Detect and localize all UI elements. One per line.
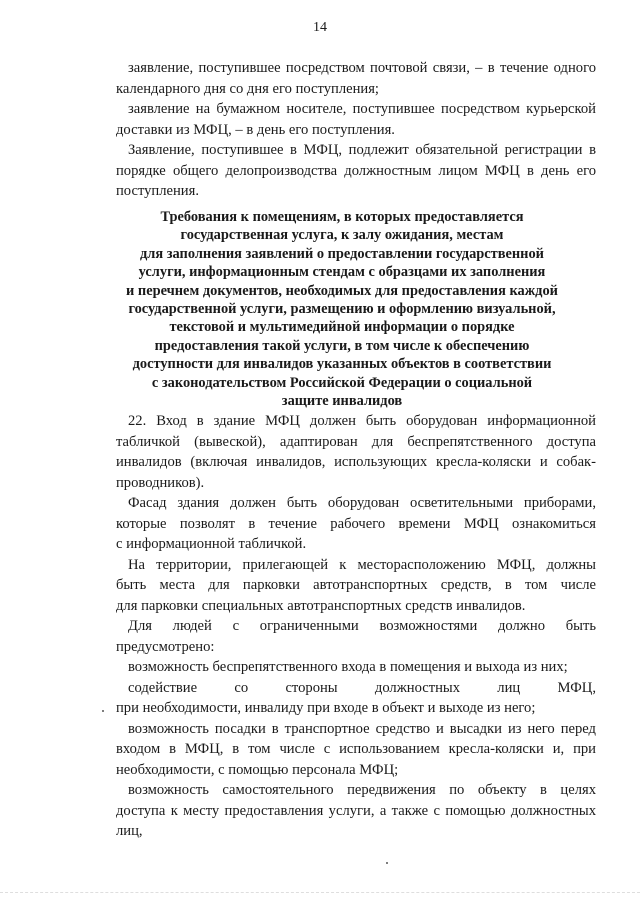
heading-line: текстовой и мультимедийной информации о порядке bbox=[169, 319, 515, 336]
text-line: 22. Вход в здание МФЦ должен быть оборудован информационной bbox=[128, 413, 596, 429]
text-line: Для людей с ограниченными возможностями должно быть bbox=[128, 618, 596, 634]
scan-speck bbox=[386, 862, 388, 864]
section-heading bbox=[100, 208, 584, 410]
heading-line: государственной услуги, размещению и оформлению визуальной, bbox=[128, 301, 556, 318]
heading-line: с законодательством Российской Федерации о социальной bbox=[151, 374, 533, 391]
text-line: необходимости, с помощью персонала МФЦ; bbox=[116, 761, 399, 778]
body-paragraphs bbox=[116, 411, 596, 842]
text-line: заявление на бумажном носителе, поступившее посредством курьерской bbox=[128, 101, 596, 117]
text-line: порядке общего делопроизводства должностным лицом МФЦ в день его bbox=[116, 162, 596, 179]
text-line: возможность самостоятельного передвижения по объекту в целях bbox=[128, 782, 596, 798]
text-line: заявление, поступившее посредством почтовой связи, – в течение одного bbox=[128, 60, 596, 76]
text-line: Заявление, поступившее в МФЦ, подлежит обязательной регистрации в bbox=[128, 142, 596, 158]
text-line: табличкой (вывеской), адаптирован для беспрепятственного доступа bbox=[116, 433, 596, 450]
heading-line: защите инвалидов bbox=[281, 393, 403, 410]
scan-speck bbox=[102, 710, 104, 712]
text-line: с информационной табличкой. bbox=[116, 536, 307, 552]
text-line: поступления. bbox=[116, 183, 199, 199]
page-number: 14 bbox=[313, 20, 327, 35]
heading-line: доступности для инвалидов указанных объектов в соответствии bbox=[132, 356, 552, 373]
text-line: для парковки специальных автотранспортных средств инвалидов. bbox=[116, 597, 526, 614]
text-line: предусмотрено: bbox=[116, 638, 215, 655]
heading-line: государственная услуга, к залу ожидания, местам bbox=[180, 227, 504, 244]
text-line: инвалидов (включая инвалидов, использующих кресла-коляски и собак- bbox=[116, 454, 596, 470]
heading-line: Требования к помещениям, в которых предоставляется bbox=[160, 209, 524, 225]
text-line: возможность посадки в транспортное средство и высадки из него перед bbox=[128, 720, 596, 737]
text-line: при необходимости, инвалиду при входе в объект и выходе из него; bbox=[116, 700, 536, 716]
scan-edge-marks bbox=[0, 892, 640, 897]
intro-paragraphs bbox=[116, 58, 596, 202]
text-line: которые позволят в течение рабочего времени МФЦ ознакомиться bbox=[116, 515, 596, 532]
heading-line: услуги, информационным стендам с образцами их заполнения bbox=[138, 264, 546, 281]
text-line: быть места для парковки автотранспортных средств, в том числе bbox=[116, 577, 596, 593]
text-line: доступа к месту предоставления услуги, а также с помощью должностных лиц, bbox=[116, 802, 596, 839]
text-line: доставки из МФЦ, – в день его поступления. bbox=[116, 121, 395, 138]
heading-line: для заполнения заявлений о предоставлении государственной bbox=[140, 245, 544, 262]
heading-line: предоставления такой услуги, в том числе к обеспечению bbox=[154, 337, 530, 354]
text-line: входом в МФЦ, в том числе с использованием кресла-коляски и, при bbox=[116, 741, 596, 757]
text-line: содействие со стороны должностных лиц МФЦ, bbox=[128, 679, 596, 696]
text-line: возможность беспрепятственного входа в помещения и выхода из них; bbox=[128, 659, 568, 675]
text-line: проводников). bbox=[116, 474, 205, 491]
text-line: календарного дня со дня его поступления; bbox=[116, 80, 379, 97]
text-line: Фасад здания должен быть оборудован осветительными приборами, bbox=[128, 495, 596, 511]
heading-line: и перечнем документов, необходимых для предоставления каждой bbox=[126, 282, 558, 299]
text-line: На территории, прилегающей к месторасположению МФЦ, должны bbox=[128, 556, 596, 573]
